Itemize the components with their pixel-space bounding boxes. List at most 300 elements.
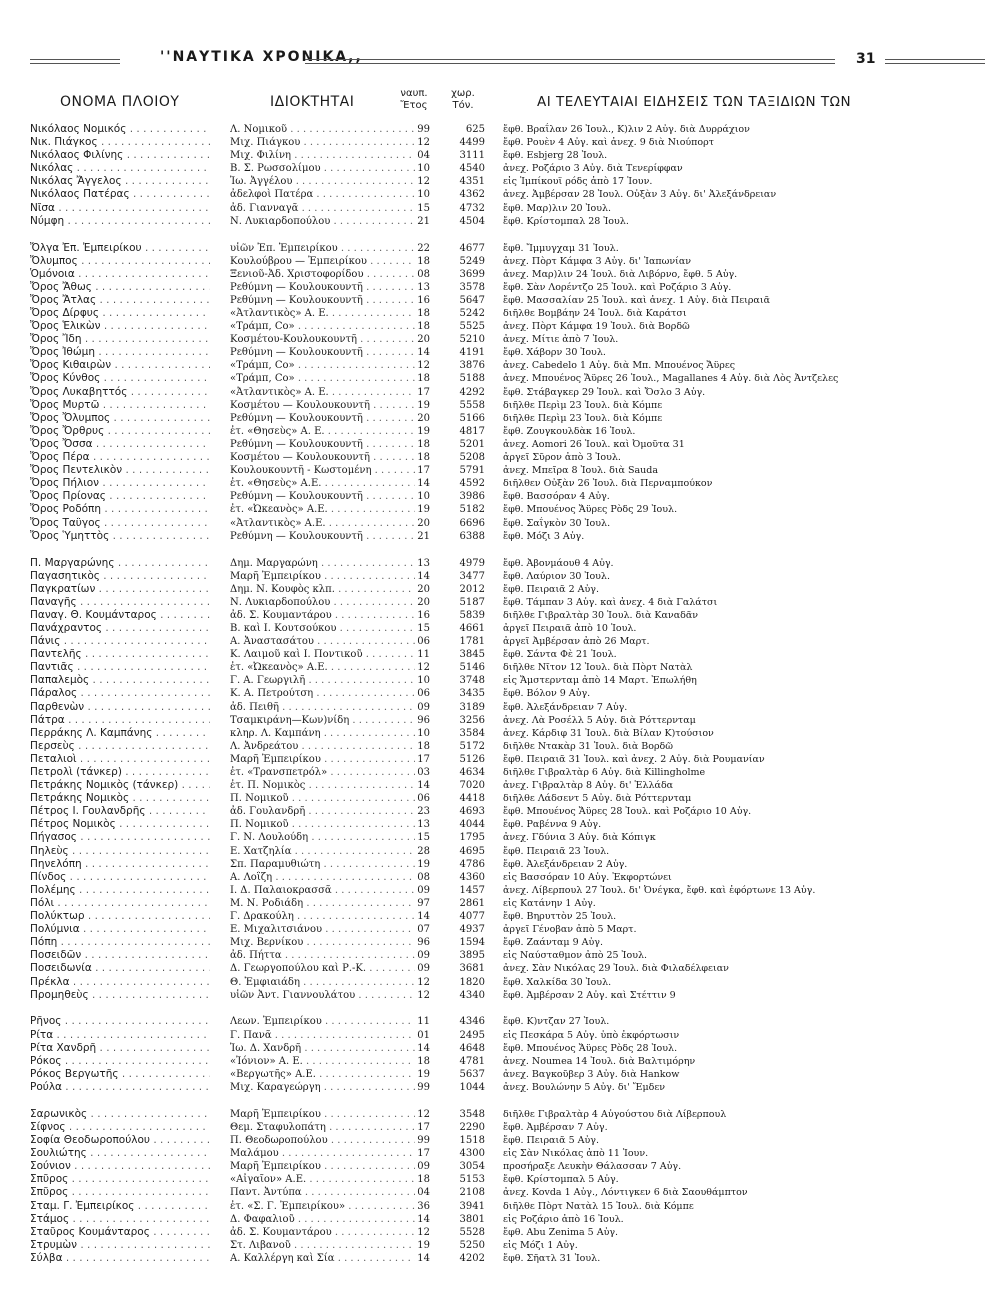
build-year: 21 (417, 530, 430, 542)
build-year: 99 (417, 1135, 430, 1147)
ship-name: Προμηθεὺς . . . (30, 989, 210, 1002)
build-year: 28 (417, 845, 430, 857)
table-row (30, 805, 985, 818)
table-row (30, 451, 985, 464)
ship-owner: Ρεθύμνη — Κουλουκουντῆ . . . (230, 490, 415, 503)
ship-owner: Γ. Ν. Λουλούδη . . . (230, 831, 415, 844)
tonnage: 5249 (459, 255, 485, 267)
table-row (30, 175, 985, 188)
build-year: 09 (417, 884, 430, 896)
col-year-top: ναυπ. (400, 88, 428, 99)
build-year: 06 (417, 793, 430, 805)
tonnage: 4044 (459, 819, 485, 831)
latest-news: διῆλθε Γιβραλτὰρ 30 Ἰουλ. διὰ Καναδᾶν (503, 609, 699, 621)
ship-owner: Θεμ. Σταφυλοπάτη . . . (230, 1121, 415, 1134)
table-row (30, 1226, 985, 1239)
tonnage: 5208 (459, 452, 485, 464)
ship-name: Νικόλας . . . (30, 162, 210, 175)
ship-owner: Ε. Χατζηλία . . . (230, 845, 415, 858)
latest-news: εἰς Ἄμστερνταμ ἀπὸ 14 Μαρτ. Ἐπωλήθη (503, 675, 697, 687)
table-row (30, 936, 985, 949)
tonnage: 3845 (459, 649, 485, 661)
tonnage: 1044 (459, 1081, 485, 1093)
build-year: 12 (417, 1226, 430, 1238)
build-year: 13 (417, 281, 430, 293)
build-year: 99 (417, 124, 430, 135)
latest-news: εἰς Μόζι 1 Αὐγ. (503, 1239, 578, 1251)
table-row (30, 307, 985, 320)
tonnage: 5166 (459, 412, 485, 424)
ship-owner: Μαρῆ Ἐμπειρίκου . . . (230, 753, 415, 766)
tonnage: 7020 (459, 780, 485, 792)
table-row (30, 792, 985, 805)
ship-name: Ὁμόνοια . . . (30, 268, 210, 281)
tonnage: 5210 (459, 334, 485, 346)
ship-owner: Κοσμέτου — Κουλουκουντῆ . . . (230, 451, 415, 464)
ship-name: Παντιᾶς . . . (30, 661, 210, 674)
ship-owner: ἐτ. «Σ. Γ. Ἐμπειρίκου» . . . (230, 1200, 415, 1213)
ship-name: Ὄρος Ἰθώμη . . . (30, 346, 210, 359)
latest-news: ἀνεχ. Cabedelo 1 Αὐγ. διὰ Μπ. Μπουένος Ἄϋρες (503, 360, 736, 372)
ship-owner: υἱῶν Ἐπ. Ἐμπειρίκου . . . (230, 242, 415, 255)
col-ton-bottom: Τόν. (452, 100, 474, 111)
table-row (30, 609, 985, 622)
table-row (30, 1147, 985, 1160)
tonnage: 3578 (459, 281, 485, 293)
tonnage: 3941 (459, 1200, 485, 1212)
latest-news: ἔφθ. Σὰν Λορέντζο 25 Ἰουλ. καὶ Ροζάριο 3 Αὐγ. (503, 281, 732, 293)
latest-news: ἔφθ. Ρουὲν 4 Αὐγ. καὶ ἀνεχ. 9 διὰ Νιούπορτ (503, 137, 714, 149)
ship-name: Πολέμης . . . (30, 884, 210, 897)
build-year: 15 (417, 622, 430, 634)
tonnage: 1457 (459, 884, 485, 896)
latest-news: ἔφθ. Ἀμβέρσαν 2 Αὐγ. καὶ Στέττιν 9 (503, 989, 676, 1001)
table-row (30, 923, 985, 936)
tonnage: 5153 (459, 1174, 485, 1186)
table-row (30, 162, 985, 175)
build-year: 10 (417, 675, 430, 687)
ship-owner: «Τράμπ, Co» . . . (230, 359, 415, 372)
table-row (30, 674, 985, 687)
ship-owner: «Τράμπ, Co» . . . (230, 320, 415, 333)
page-header (30, 44, 985, 74)
build-year: 10 (417, 189, 430, 201)
ship-name: Παναγ. Θ. Κουμάνταρος . . . (30, 609, 210, 622)
ship-name: Ὄλυμπος . . . (30, 255, 210, 268)
ship-name: Παγκρατίων . . . (30, 583, 210, 596)
ship-group (30, 557, 985, 1002)
build-year: 17 (417, 753, 430, 765)
latest-news: ἔφθ. Ζουγκουλδὰκ 16 Ἰουλ. (503, 425, 636, 437)
build-year: 99 (417, 1081, 430, 1093)
build-year: 20 (417, 334, 430, 346)
tonnage: 5172 (459, 740, 485, 752)
latest-news: ἔφθ. Ἀλεξάνδρειαν 2 Αὐγ. (503, 858, 628, 870)
tonnage: 3477 (459, 570, 485, 582)
build-year: 16 (417, 609, 430, 621)
build-year: 97 (417, 897, 430, 909)
ship-owner: ἀδ. Σ. Κουμαντάρου . . . (230, 1226, 415, 1239)
build-year: 06 (417, 688, 430, 700)
ship-name: Ὄρος Ταΰγος . . . (30, 517, 210, 530)
ship-owner: ἀδ. Πειθῆ . . . (230, 701, 415, 714)
ship-owner: Μ. Ν. Ροδιάδη . . . (230, 897, 415, 910)
latest-news: ἔφθ. Βηρυττὸν 25 Ἰουλ. (503, 911, 617, 923)
tonnage: 5528 (459, 1226, 485, 1238)
table-row (30, 701, 985, 714)
latest-news: ἔφθ. Σῆατλ 31 Ἰουλ. (503, 1252, 601, 1264)
tonnage: 4340 (459, 989, 485, 1001)
build-year: 18 (417, 321, 430, 333)
ship-owner: Κ. Λαιμοῦ καὶ Ι. Ποντικοῦ . . . (230, 648, 415, 661)
ship-name: Ποσειδωνία . . . (30, 962, 210, 975)
ship-name: Πετράκης Νομικὸς (τάνκερ) . . . (30, 779, 210, 792)
build-year: 15 (417, 202, 430, 214)
build-year: 14 (417, 911, 430, 923)
ship-name: Πηλεὺς . . . (30, 845, 210, 858)
table-row (30, 386, 985, 399)
ship-name: Ὄρος Ὄλυμπος . . . (30, 412, 210, 425)
build-year: 14 (417, 478, 430, 490)
table-row (30, 1055, 985, 1068)
table-row (30, 202, 985, 215)
tonnage: 2290 (459, 1121, 485, 1133)
ship-owner: Σπ. Παραμυθιώτη . . . (230, 858, 415, 871)
tonnage: 3681 (459, 963, 485, 975)
latest-news: ἀνεχ. Μπουένος Ἄϋρες 26 Ἰουλ., Magallanes 4 Αὐγ. διὰ Λὸς Ἀντζελες (503, 373, 839, 385)
latest-news: ἀνεχ. Γδύνια 3 Αὐγ. διὰ Κόπιγκ (503, 832, 656, 844)
latest-news: ἔφθ. Κ)ντζαν 27 Ἰουλ. (503, 1016, 610, 1028)
ship-name: Πάτρα . . . (30, 714, 210, 727)
table-row (30, 294, 985, 307)
build-year: 19 (417, 504, 430, 516)
tonnage: 4979 (459, 557, 485, 569)
build-year: 04 (417, 150, 430, 162)
build-year: 11 (417, 1016, 430, 1028)
table-row (30, 490, 985, 503)
latest-news: ἔφθ. Πειραιᾶ 31 Ἰουλ. καὶ ἀνεχ. 2 Αὐγ. διὰ Ρουμανίαν (503, 753, 765, 765)
latest-news: ἔφθ. Σάντα Φὲ 21 Ἰουλ. (503, 649, 617, 661)
ship-name: Σπῦρος . . . (30, 1173, 210, 1186)
ship-owner: Β. καὶ Ι. Κουτσούκου . . . (230, 622, 415, 635)
ship-name: Παγασητικὸς . . . (30, 570, 210, 583)
table-row (30, 517, 985, 530)
tonnage: 2108 (459, 1187, 485, 1199)
table-row (30, 989, 985, 1002)
latest-news: ἀνεχ. Πὸρτ Κάμφα 3 Αὐγ. δι' Ἰαπωνίαν (503, 255, 692, 267)
ship-name: Πολύμνια . . . (30, 923, 210, 936)
build-year: 09 (417, 963, 430, 975)
ship-group (30, 1015, 985, 1094)
table-row (30, 858, 985, 871)
header-rule-middle (305, 59, 835, 60)
table-row (30, 268, 985, 281)
ship-name: Ὄρος Πεντελικὸν . . . (30, 464, 210, 477)
latest-news: ἀνεχ. Kovda 1 Αὐγ., Λόντιγκεν 6 διὰ Σαουθάμπτον (503, 1187, 748, 1199)
build-year: 19 (417, 399, 430, 411)
latest-news: διῆλθε Πὸρτ Νατὰλ 15 Ἰουλ. διὰ Κόμπε (503, 1200, 694, 1212)
ship-name: Ὄρος Ὄσσα . . . (30, 438, 210, 451)
ship-name: Περράκης Λ. Καμπάνης . . . (30, 727, 210, 740)
tonnage: 4346 (459, 1016, 485, 1028)
ship-name: Ὄρος Πρίονας . . . (30, 490, 210, 503)
latest-news: διῆλθε Ντακὰρ 31 Ἰουλ. διὰ Βορδῶ (503, 740, 674, 752)
ship-name: Νικόλαος Φιλίνης . . . (30, 149, 210, 162)
tonnage: 5558 (459, 399, 485, 411)
latest-news: εἰς Ἰμπίκουϊ ρόδς ἀπὸ 17 Ἰουν. (503, 176, 653, 188)
build-year: 20 (417, 412, 430, 424)
ship-name: Ὄρος Κύνθος . . . (30, 372, 210, 385)
table-row (30, 949, 985, 962)
build-year: 14 (417, 1213, 430, 1225)
latest-news: ἀνεχ. Γιβραλτὰρ 8 Αὐγ. δι' Ἑλλάδα (503, 780, 674, 792)
build-year: 13 (417, 819, 430, 831)
table-row (30, 897, 985, 910)
table-row (30, 1029, 985, 1042)
table-row (30, 635, 985, 648)
table-row (30, 346, 985, 359)
table-row (30, 281, 985, 294)
tonnage: 4351 (459, 176, 485, 188)
ship-name: Πεταλιοὶ . . . (30, 753, 210, 766)
ship-owner: Ρεθύμνη — Κουλουκουντῆ . . . (230, 412, 415, 425)
build-year: 08 (417, 268, 430, 280)
ship-name: Ὄρος Ἴδη . . . (30, 333, 210, 346)
ship-name: Ρίτα Χανδρῆ . . . (30, 1042, 210, 1055)
tonnage: 3699 (459, 268, 485, 280)
tonnage: 4504 (459, 215, 485, 227)
build-year: 14 (417, 1252, 430, 1264)
col-year (393, 88, 435, 112)
ship-name: Π. Μαργαρώνης . . . (30, 557, 210, 570)
ship-name: Νικόλας Ἄγγελος . . . (30, 175, 210, 188)
table-row (30, 1081, 985, 1094)
col-ship-name: ΟΝΟΜΑ ΠΛΟΙΟΥ (60, 94, 180, 110)
latest-news: εἰς Κατάνην 1 Αὐγ. (503, 897, 596, 909)
table-row (30, 412, 985, 425)
latest-news: ἔφθ. Ἀβονμάουθ 4 Αὐγ. (503, 557, 614, 569)
table-row (30, 910, 985, 923)
ship-name: Ὄρος Ἑλικὼν . . . (30, 320, 210, 333)
build-year: 19 (417, 1239, 430, 1251)
build-year: 19 (417, 858, 430, 870)
ship-owner: Ε. Μιχαλιτσιάνου . . . (230, 923, 415, 936)
col-owners: ΙΔΙΟΚΤΗΤΑΙ (270, 94, 355, 110)
latest-news: ἀνεχ. Ροζάριο 3 Αὐγ. διὰ Τενερίφφαν (503, 163, 683, 175)
latest-news: ἔφθ. Βόλον 9 Αὐγ. (503, 688, 591, 700)
ship-name: Πετράκης Νομικὸς . . . (30, 792, 210, 805)
table-row (30, 962, 985, 975)
latest-news: ἔφθ. Μαρ)λιν 20 Ἰουλ. (503, 202, 612, 214)
ship-owner: ἐτ. «Ὠκεανὸς» Α.Ε. . . . (230, 503, 415, 516)
build-year: 12 (417, 137, 430, 149)
ship-name: Ὄρος Ροδόπη . . . (30, 503, 210, 516)
build-year: 23 (417, 806, 430, 818)
ship-name: Πολύκτωρ . . . (30, 910, 210, 923)
latest-news: ἔφθ. Ἀλεξάνδρειαν 7 Αὐγ. (503, 701, 628, 713)
ship-name: Ρόκος . . . (30, 1055, 210, 1068)
ship-name: Σαρωνικὸς . . . (30, 1108, 210, 1121)
build-year: 16 (417, 294, 430, 306)
ship-owner: Κ. Α. Πετρούτση . . . (230, 687, 415, 700)
latest-news: ἔφθ. Ζαάνταμ 9 Αὐγ. (503, 937, 603, 949)
table-row (30, 123, 985, 136)
table-row (30, 464, 985, 477)
ship-owner: Ι. Δ. Παλαιοκρασσᾶ . . . (230, 884, 415, 897)
latest-news: διῆλθε Γιβραλτὰρ 6 Αὐγ. διὰ Killingholme (503, 767, 706, 778)
table-row (30, 727, 985, 740)
ship-name: Ὄρος Ὑμηττὸς . . . (30, 530, 210, 543)
table-row (30, 359, 985, 372)
ship-owner: Παντ. Ἀντύπα . . . (230, 1186, 415, 1199)
ship-owner: Δ. Φαφαλιοῦ . . . (230, 1213, 415, 1226)
ship-owner: Λ. Νομικοῦ . . . (230, 123, 415, 136)
tonnage: 4677 (459, 242, 485, 254)
build-year: 18 (417, 373, 430, 385)
tonnage: 2495 (459, 1029, 485, 1041)
ship-name: Σουλιώτης . . . (30, 1147, 210, 1160)
ship-owner: Ρεθύμνη — Κουλουκουντῆ . . . (230, 530, 415, 543)
ship-owner: Γ. Α. Γεωργιλῆ . . . (230, 674, 415, 687)
table-row (30, 976, 985, 989)
tonnage: 4648 (459, 1042, 485, 1054)
build-year: 14 (417, 347, 430, 359)
latest-news: ἔφθ. Πειραιᾶ 2 Αὐγ. (503, 583, 599, 595)
table-row (30, 583, 985, 596)
ship-owner: «Ἀτλαντικὸς» Α. Ε. . . . (230, 386, 415, 399)
ship-name: Ὄρος Δίρφυς . . . (30, 307, 210, 320)
table-row (30, 149, 985, 162)
latest-news: ἔφθ. Λαύριον 30 Ἰουλ. (503, 570, 610, 582)
ship-name: Παπαλεμὸς . . . (30, 674, 210, 687)
latest-news: ἀνεχ. Μπεῖρα 8 Ἰουλ. διὰ Sauda (503, 465, 659, 477)
build-year: 14 (417, 780, 430, 792)
tonnage: 4362 (459, 189, 485, 201)
ship-name: Πηνελόπη . . . (30, 858, 210, 871)
ship-name: Ὄρος Ἄθως . . . (30, 281, 210, 294)
tonnage: 4540 (459, 163, 485, 175)
ship-owner: Τσαμκιράνη—Κων)νίδη . . . (230, 714, 415, 727)
ship-owner: Γ. Πανᾶ . . . (230, 1029, 415, 1042)
latest-news: ἀνεχ. Aomori 26 Ἰουλ. καὶ Ὀμοῦτα 31 (503, 438, 685, 450)
latest-news: ἀνεχ. Πὸρτ Κάμφα 19 Ἰουλ. διὰ Βορδῶ (503, 321, 690, 333)
build-year: 18 (417, 1174, 430, 1186)
ship-owner: Π. Νομικοῦ . . . (230, 818, 415, 831)
tonnage: 4937 (459, 924, 485, 936)
table-row (30, 1042, 985, 1055)
tonnage: 5242 (459, 308, 485, 320)
latest-news: εἰς Βασσόραν 10 Αὐγ. Ἐκφορτώνει (503, 871, 672, 883)
latest-news: ἔφθ. Χαλκίδα 30 Ἰουλ. (503, 976, 612, 988)
tonnage: 4786 (459, 858, 485, 870)
build-year: 18 (417, 438, 430, 450)
ship-owner: Π. Θεοδωροπούλου . . . (230, 1134, 415, 1147)
build-year: 19 (417, 1068, 430, 1080)
ship-owner: ἀδελφοὶ Πατέρα . . . (230, 188, 415, 201)
ship-owner: Ρεθύμνη — Κουλουκουντῆ . . . (230, 294, 415, 307)
tonnage: 3801 (459, 1213, 485, 1225)
ship-owner: Κοσμέτου — Κουλουκουντῆ . . . (230, 399, 415, 412)
col-tonnage (442, 88, 484, 112)
header-rule-left-2 (30, 63, 120, 64)
table-row (30, 438, 985, 451)
table-row (30, 687, 985, 700)
build-year: 18 (417, 1055, 430, 1067)
build-year: 10 (417, 491, 430, 503)
build-year: 06 (417, 636, 430, 648)
ship-name: Σύλβα . . . (30, 1252, 210, 1265)
tonnage: 5188 (459, 373, 485, 385)
tonnage: 625 (465, 124, 485, 135)
tonnage: 5126 (459, 753, 485, 765)
header-rule-left (30, 59, 120, 60)
ship-name: Παντελῆς . . . (30, 648, 210, 661)
ship-owner: «Ἰόνιον» Α. Ε. . . . (230, 1055, 415, 1068)
ship-owner: Γ. Δρακούλη . . . (230, 910, 415, 923)
latest-news: ἀνεχ. Λὰ Ροσέλλ 5 Αὐγ. διὰ Ρόττερνταμ (503, 714, 696, 726)
latest-news: διῆλθε Περὶμ 23 Ἰουλ. διὰ Κόμπε (503, 412, 663, 424)
ship-owner: Ξενιοῦ-Ἀδ. Χριστοφορίδου . . . (230, 268, 415, 281)
ship-owner: Π. Νομικοῦ . . . (230, 792, 415, 805)
table-row (30, 1108, 985, 1121)
table-row (30, 242, 985, 255)
table-row (30, 661, 985, 674)
ship-name: Ρίτα . . . (30, 1029, 210, 1042)
latest-news: ἔφθ. Σαΐγκὸν 30 Ἰουλ. (503, 517, 611, 529)
tonnage: 2861 (459, 897, 485, 909)
table-row (30, 871, 985, 884)
ship-owner: Ρεθύμνη — Κουλουκουντῆ . . . (230, 281, 415, 294)
latest-news: ἔφθ. Abu Zenima 5 Αὐγ. (503, 1226, 619, 1238)
table-row (30, 372, 985, 385)
table-row (30, 215, 985, 228)
build-year: 09 (417, 1161, 430, 1173)
table-row (30, 831, 985, 844)
build-year: 17 (417, 1121, 430, 1133)
build-year: 12 (417, 360, 430, 372)
tonnage: 3111 (459, 150, 485, 162)
tonnage: 4077 (459, 911, 485, 923)
latest-news: ἔφθ. Πειραιᾶ 23 Ἰουλ. (503, 845, 610, 857)
ship-name: Ὄρος Πήλιον . . . (30, 477, 210, 490)
latest-news: εἰς Πεσκάρα 5 Αὐγ. ὑπὸ ἐκφόρτωσιν (503, 1029, 680, 1041)
ship-group (30, 123, 985, 228)
latest-news: προσήραξε Λευκὴν Θάλασσαν 7 Αὐγ. (503, 1161, 682, 1173)
table-row (30, 1173, 985, 1186)
tonnage: 1820 (459, 976, 485, 988)
ship-owner: Μαρῆ Ἐμπειρίκου . . . (230, 570, 415, 583)
tonnage: 3435 (459, 688, 485, 700)
build-year: 12 (417, 176, 430, 188)
latest-news: ἔφθ. Βασσόραν 4 Αὐγ. (503, 491, 610, 503)
ship-owner: «Ἀτλαντικὸς» Α.Ε. . . . (230, 517, 415, 530)
build-year: 18 (417, 452, 430, 464)
build-year: 04 (417, 1187, 430, 1199)
latest-news: διῆλθε Γιβραλτὰρ 4 Αὐγούστου διὰ Λίβερπουλ (503, 1108, 727, 1120)
table-row (30, 320, 985, 333)
ship-name: Νικόλαος Νομικός . . . (30, 123, 210, 136)
tonnage: 3748 (459, 675, 485, 687)
build-year: 13 (417, 557, 430, 569)
build-year: 07 (417, 924, 430, 936)
build-year: 17 (417, 386, 430, 398)
ship-name: Νῖσα . . . (30, 202, 210, 215)
table-row (30, 622, 985, 635)
build-year: 12 (417, 989, 430, 1001)
build-year: 36 (417, 1200, 430, 1212)
build-year: 17 (417, 465, 430, 477)
ship-owner: Λεων. Ἐμπειρίκου . . . (230, 1015, 415, 1028)
